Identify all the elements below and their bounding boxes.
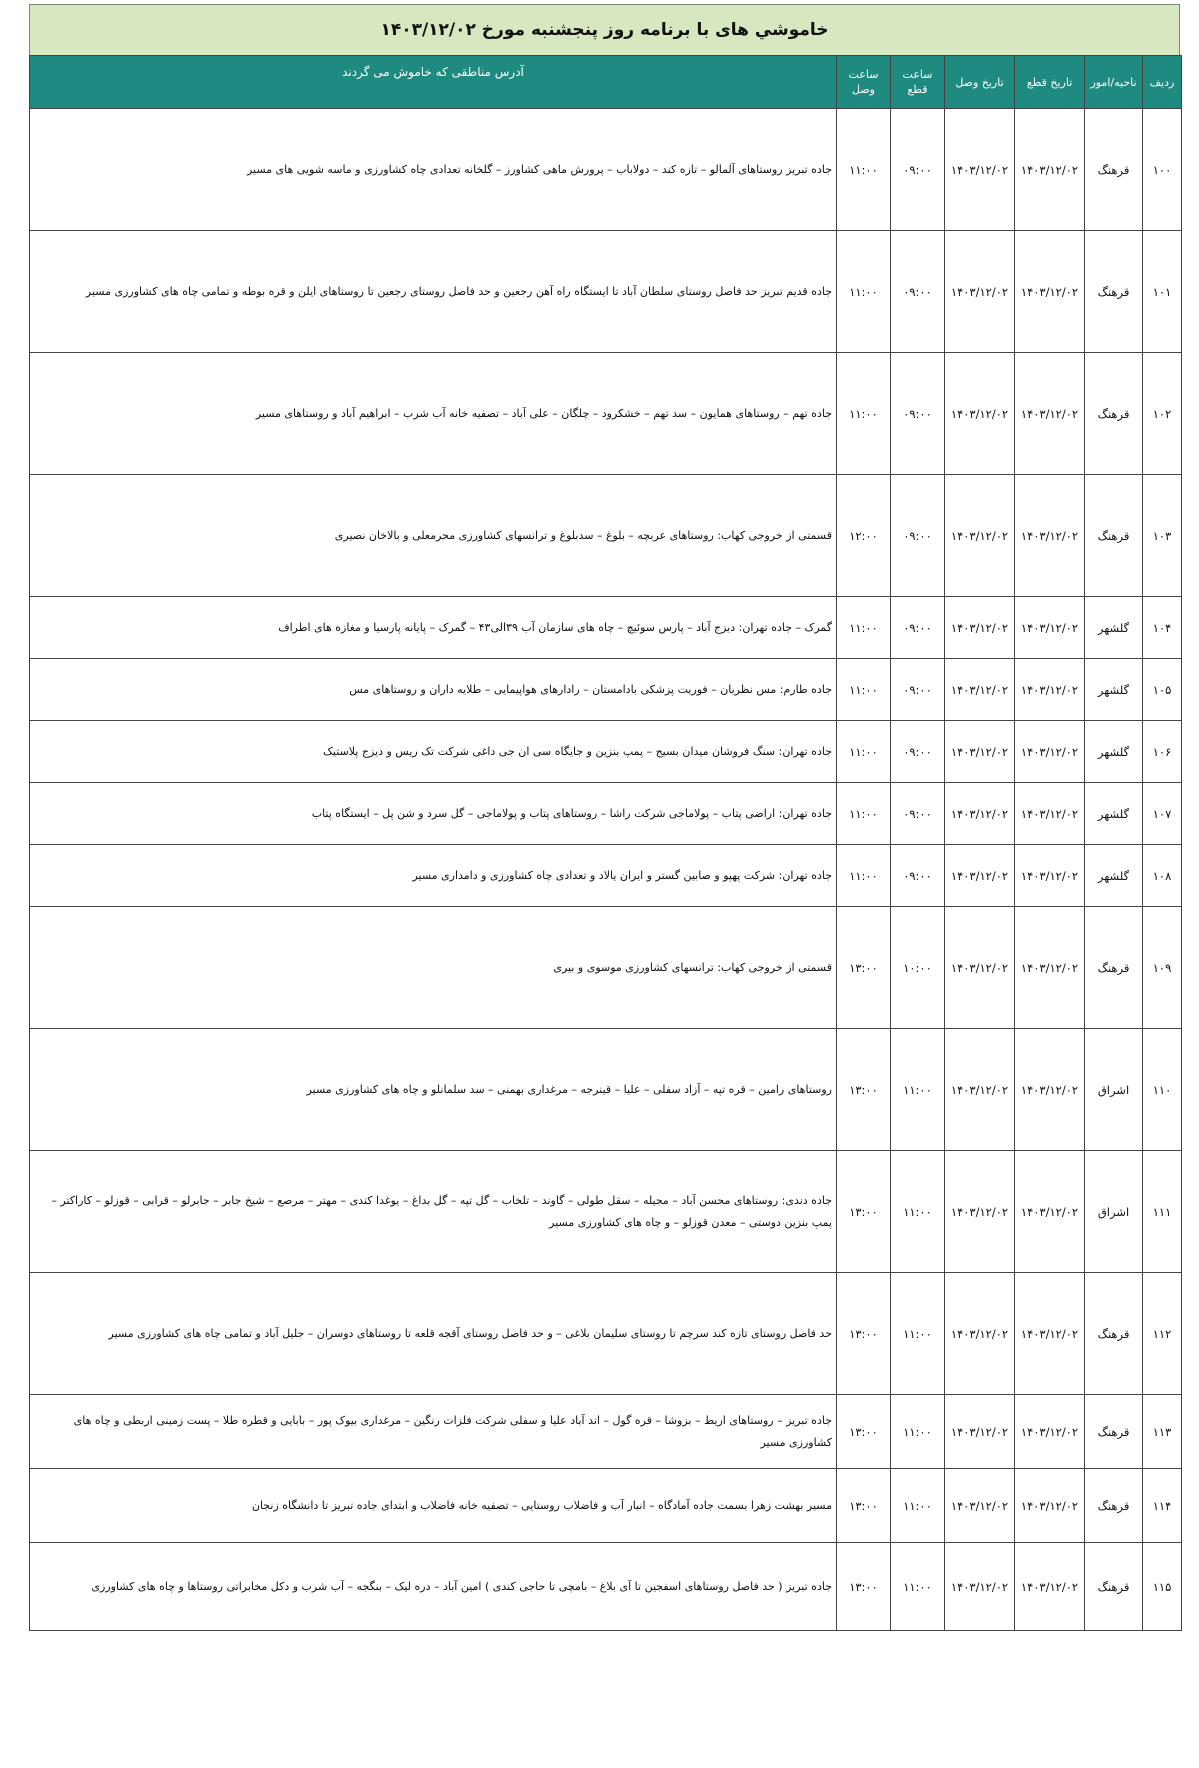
table-row	[30, 721, 1182, 783]
row-cut-date: ۱۴۰۳/۱۲/۰۲	[1015, 1469, 1085, 1543]
row-on-time: ۱۳:۰۰	[837, 1151, 891, 1273]
row-on-time: ۱۳:۰۰	[837, 1029, 891, 1151]
row-address: گمرک – جاده تهران: دیزج آباد – پارس سوئیچ – چاه های سازمان آب ۳۹الی۴۳ – گمرک – پایانه پارسیا و مغازه های اطراف	[30, 597, 837, 659]
row-on-date: ۱۴۰۳/۱۲/۰۲	[945, 109, 1015, 231]
row-address: جاده تبریز – روستاهای اریط – بزوشا – قره گول – اند آباد علیا و سفلی شرکت فلزات رنگین – مرغداری بیوک پور – بابایی و قطره طلا – پست زمینی اربطی و چاه های کشاورزی مسیر	[30, 1395, 837, 1469]
row-area: قرهنگ	[1085, 1543, 1143, 1631]
row-on-time: ۱۱:۰۰	[837, 845, 891, 907]
row-on-time: ۱۳:۰۰	[837, 1543, 891, 1631]
table-row	[30, 1273, 1182, 1395]
header-cut-date: تاریخ قطع	[1015, 56, 1085, 109]
row-cut-date: ۱۴۰۳/۱۲/۰۲	[1015, 1029, 1085, 1151]
outage-table	[29, 55, 1182, 1631]
row-cut-date: ۱۴۰۳/۱۲/۰۲	[1015, 353, 1085, 475]
row-index: ۱۰۲	[1143, 353, 1182, 475]
row-on-time: ۱۱:۰۰	[837, 109, 891, 231]
row-cut-time: ۱۰:۰۰	[891, 907, 945, 1029]
header-index: ردیف	[1143, 56, 1182, 109]
row-cut-date: ۱۴۰۳/۱۲/۰۲	[1015, 783, 1085, 845]
row-area: قرهنگ	[1085, 1469, 1143, 1543]
row-address: جاده طارم: مس نظربان – فوریت پزشکی بادامستان – رادارهای هواپیمایی – طلایه داران و روستاهای مس	[30, 659, 837, 721]
table-row	[30, 845, 1182, 907]
row-on-date: ۱۴۰۳/۱۲/۰۲	[945, 1151, 1015, 1273]
row-index: ۱۱۴	[1143, 1469, 1182, 1543]
row-on-date: ۱۴۰۳/۱۲/۰۲	[945, 353, 1015, 475]
header-row	[30, 56, 1182, 109]
row-cut-date: ۱۴۰۳/۱۲/۰۲	[1015, 1151, 1085, 1273]
row-area: قرهنگ	[1085, 1395, 1143, 1469]
row-index: ۱۱۱	[1143, 1151, 1182, 1273]
row-on-date: ۱۴۰۳/۱۲/۰۲	[945, 1273, 1015, 1395]
row-on-date: ۱۴۰۳/۱۲/۰۲	[945, 845, 1015, 907]
row-cut-date: ۱۴۰۳/۱۲/۰۲	[1015, 597, 1085, 659]
header-area: ناحیه/امور	[1085, 56, 1143, 109]
table-row	[30, 109, 1182, 231]
row-index: ۱۰۵	[1143, 659, 1182, 721]
row-cut-date: ۱۴۰۳/۱۲/۰۲	[1015, 231, 1085, 353]
row-on-date: ۱۴۰۳/۱۲/۰۲	[945, 1395, 1015, 1469]
row-on-time: ۱۲:۰۰	[837, 475, 891, 597]
row-index: ۱۰۳	[1143, 475, 1182, 597]
row-on-date: ۱۴۰۳/۱۲/۰۲	[945, 1029, 1015, 1151]
row-address: مسیر بهشت زهرا بسمت جاده آمادگاه – انبار آب و فاضلاب روستایی – تصفیه خانه فاضلاب و ابتدای جاده تبریز تا دانشگاه زنجان	[30, 1469, 837, 1543]
row-on-date: ۱۴۰۳/۱۲/۰۲	[945, 783, 1015, 845]
row-cut-time: ۱۱:۰۰	[891, 1029, 945, 1151]
row-on-date: ۱۴۰۳/۱۲/۰۲	[945, 597, 1015, 659]
row-index: ۱۰۱	[1143, 231, 1182, 353]
row-area: گلشهر	[1085, 597, 1143, 659]
row-area: گلشهر	[1085, 659, 1143, 721]
row-cut-date: ۱۴۰۳/۱۲/۰۲	[1015, 109, 1085, 231]
row-on-time: ۱۱:۰۰	[837, 597, 891, 659]
row-index: ۱۱۰	[1143, 1029, 1182, 1151]
row-index: ۱۱۵	[1143, 1543, 1182, 1631]
row-on-time: ۱۳:۰۰	[837, 1273, 891, 1395]
row-address: جاده قدیم تبریز حد فاصل روستای سلطان آباد تا ایستگاه راه آهن رجعین و حد فاصل روستای رجعین تا روستاهای ایلن و قره بوطه و تمامی چاه های کشاورزی مسیر	[30, 231, 837, 353]
table-row	[30, 659, 1182, 721]
row-area: اشراق	[1085, 1029, 1143, 1151]
row-index: ۱۰۸	[1143, 845, 1182, 907]
row-on-time: ۱۳:۰۰	[837, 1469, 891, 1543]
row-on-time: ۱۳:۰۰	[837, 907, 891, 1029]
row-index: ۱۱۲	[1143, 1273, 1182, 1395]
row-area: گلشهر	[1085, 721, 1143, 783]
row-index: ۱۰۹	[1143, 907, 1182, 1029]
row-on-date: ۱۴۰۳/۱۲/۰۲	[945, 1543, 1015, 1631]
table-row	[30, 1029, 1182, 1151]
row-cut-date: ۱۴۰۳/۱۲/۰۲	[1015, 1395, 1085, 1469]
table-row	[30, 597, 1182, 659]
row-area: قرهنگ	[1085, 231, 1143, 353]
table-row	[30, 1543, 1182, 1631]
row-cut-time: ۰۹:۰۰	[891, 721, 945, 783]
row-on-date: ۱۴۰۳/۱۲/۰۲	[945, 1469, 1015, 1543]
row-area: قرهنگ	[1085, 353, 1143, 475]
table-row	[30, 1395, 1182, 1469]
row-cut-time: ۰۹:۰۰	[891, 475, 945, 597]
header-on-time: ساعت وصل	[837, 56, 891, 109]
row-cut-date: ۱۴۰۳/۱۲/۰۲	[1015, 907, 1085, 1029]
row-cut-time: ۰۹:۰۰	[891, 231, 945, 353]
table-row	[30, 353, 1182, 475]
row-cut-time: ۱۱:۰۰	[891, 1273, 945, 1395]
schedule-document	[29, 4, 1180, 1631]
table-row	[30, 231, 1182, 353]
row-on-time: ۱۳:۰۰	[837, 1395, 891, 1469]
row-cut-date: ۱۴۰۳/۱۲/۰۲	[1015, 1543, 1085, 1631]
row-cut-time: ۰۹:۰۰	[891, 783, 945, 845]
row-cut-time: ۱۱:۰۰	[891, 1543, 945, 1631]
header-address: آدرس مناطقی که خاموش می گردند	[30, 56, 837, 109]
row-cut-time: ۰۹:۰۰	[891, 659, 945, 721]
row-on-date: ۱۴۰۳/۱۲/۰۲	[945, 475, 1015, 597]
row-address: جاده تبریز ( حد فاصل روستاهای اسفجین تا آی بلاغ – بامچی تا حاجی کندی ) امین آباد – دره لیک – بنگجه – آب شرب و دکل مخابراتی روستاها و چاه های کشاورزی	[30, 1543, 837, 1631]
row-area: اشراق	[1085, 1151, 1143, 1273]
row-cut-date: ۱۴۰۳/۱۲/۰۲	[1015, 659, 1085, 721]
row-index: ۱۰۷	[1143, 783, 1182, 845]
row-cut-time: ۱۱:۰۰	[891, 1469, 945, 1543]
row-address: جاده تبریز روستاهای آلمالو – تازه کند – دولاباب – پرورش ماهی کشاورز – گلخانه تعدادی چاه کشاورزی و ماسه شویی های مسیر	[30, 109, 837, 231]
row-on-date: ۱۴۰۳/۱۲/۰۲	[945, 721, 1015, 783]
row-cut-time: ۱۱:۰۰	[891, 1151, 945, 1273]
row-cut-date: ۱۴۰۳/۱۲/۰۲	[1015, 475, 1085, 597]
row-on-date: ۱۴۰۳/۱۲/۰۲	[945, 231, 1015, 353]
row-cut-date: ۱۴۰۳/۱۲/۰۲	[1015, 721, 1085, 783]
table-row	[30, 475, 1182, 597]
row-cut-date: ۱۴۰۳/۱۲/۰۲	[1015, 845, 1085, 907]
row-address: قسمتی از خروجی کهاب: روستاهای عربچه – بلوغ – سدبلوغ و ترانسهای کشاورزی محرمعلی و بالاخان نصیری	[30, 475, 837, 597]
row-on-time: ۱۱:۰۰	[837, 353, 891, 475]
row-area: گلشهر	[1085, 845, 1143, 907]
row-cut-time: ۰۹:۰۰	[891, 109, 945, 231]
row-area: گلشهر	[1085, 783, 1143, 845]
row-address: جاده تهران: شرکت پهپو و صابین گستر و ایران یالاد و تعدادی چاه کشاورزی و دامداری مسیر	[30, 845, 837, 907]
row-on-time: ۱۱:۰۰	[837, 659, 891, 721]
row-index: ۱۰۶	[1143, 721, 1182, 783]
table-row	[30, 783, 1182, 845]
header-on-date: تاریخ وصل	[945, 56, 1015, 109]
row-address: روستاهای رامین – قره تپه – آزاد سفلی – علیا – قینرجه – مرغداری بهمنی – سد سلمانلو و چاه های کشاورزی مسیر	[30, 1029, 837, 1151]
row-address: جاده تهران: اراضی پتاب – پولاماجی شرکت راشا – روستاهای پتاب و پولاماجی – گل سرد و شن پل – ایستگاه پتاب	[30, 783, 837, 845]
row-address: قسمتی از خروجی کهاب: ترانسهای کشاورزی موسوی و بیری	[30, 907, 837, 1029]
row-area: قرهنگ	[1085, 475, 1143, 597]
row-address: جاده دندی: روستاهای محسن آباد – مجیله – سقل طولی – گاوند – تلخاب – گل تپه – گل بداغ – یوغدا کندی – مهتر – مرصع – شیخ جابر – جابرلو – قرابی – قوزلو – کاراکتر – پمپ بنزین دوستی – معدن قوزلو – و چاه های کشاورزی مسیر	[30, 1151, 837, 1273]
row-address: حد فاصل روستای تازه کند سرچم تا روستای سلیمان بلاغی – و حد فاصل روستای آقجه قلعه تا روستاهای دوسران – جلیل آباد و تمامی چاه های کشاورزی مسیر	[30, 1273, 837, 1395]
row-on-date: ۱۴۰۳/۱۲/۰۲	[945, 659, 1015, 721]
row-cut-time: ۰۹:۰۰	[891, 597, 945, 659]
row-on-time: ۱۱:۰۰	[837, 721, 891, 783]
table-row	[30, 1469, 1182, 1543]
row-area: قرهنگ	[1085, 109, 1143, 231]
row-cut-time: ۰۹:۰۰	[891, 845, 945, 907]
row-cut-time: ۰۹:۰۰	[891, 353, 945, 475]
row-address: جاده تهم – روستاهای همایون – سد تهم – خشکرود – چلگان – علی آباد – تصفیه خانه آب شرب – ابراهیم آباد و روستاهای مسیر	[30, 353, 837, 475]
table-row	[30, 1151, 1182, 1273]
row-area: قرهنگ	[1085, 1273, 1143, 1395]
row-on-date: ۱۴۰۳/۱۲/۰۲	[945, 907, 1015, 1029]
row-address: جاده تهران: سنگ فروشان میدان بسیج – پمپ بنزین و جایگاه سی ان جی داغی شرکت تک ریس و دیزج پلاستیک	[30, 721, 837, 783]
row-on-time: ۱۱:۰۰	[837, 783, 891, 845]
document-title: خاموشي های با برنامه روز پنجشنبه مورخ ۱۴۰۳/۱۲/۰۲	[29, 4, 1180, 56]
row-index: ۱۱۳	[1143, 1395, 1182, 1469]
table-row	[30, 907, 1182, 1029]
header-cut-time: ساعت قطع	[891, 56, 945, 109]
row-cut-date: ۱۴۰۳/۱۲/۰۲	[1015, 1273, 1085, 1395]
row-index: ۱۰۴	[1143, 597, 1182, 659]
row-cut-time: ۱۱:۰۰	[891, 1395, 945, 1469]
row-on-time: ۱۱:۰۰	[837, 231, 891, 353]
row-index: ۱۰۰	[1143, 109, 1182, 231]
row-area: قرهنگ	[1085, 907, 1143, 1029]
